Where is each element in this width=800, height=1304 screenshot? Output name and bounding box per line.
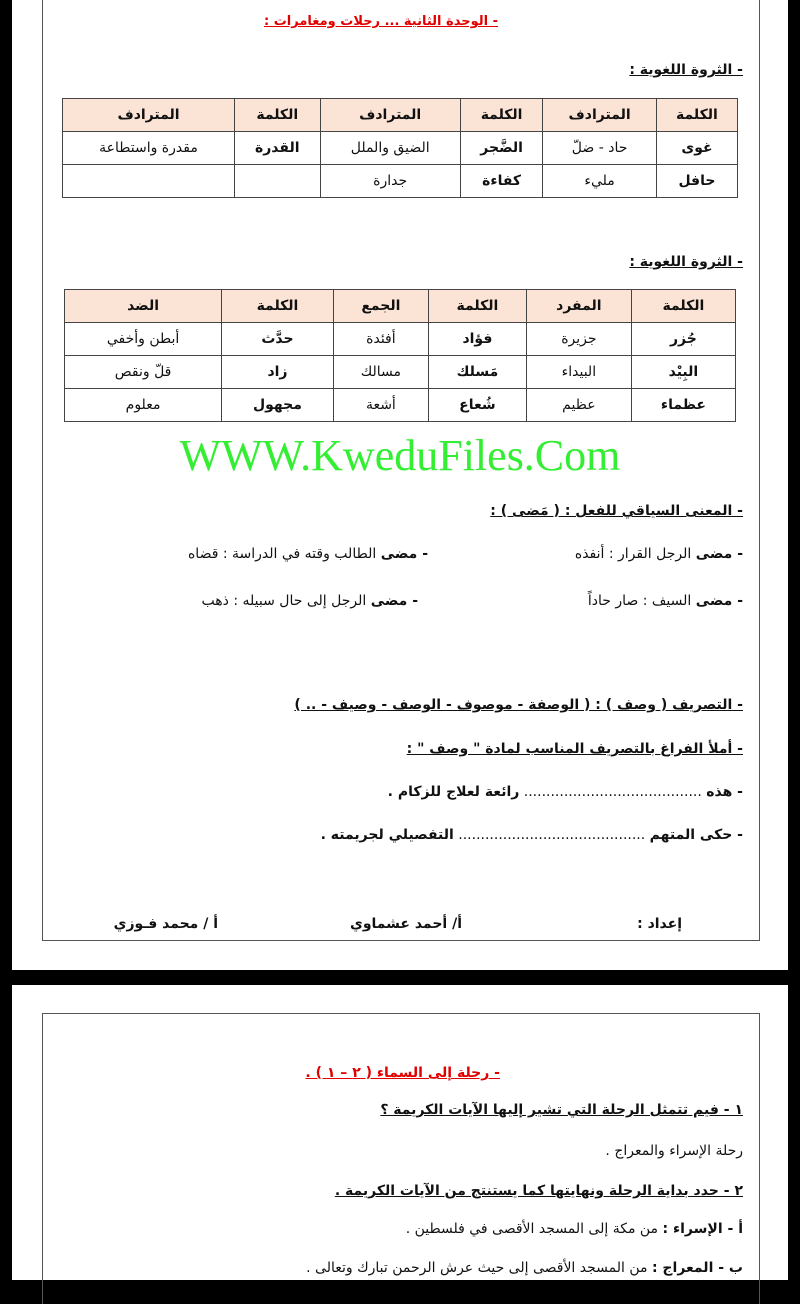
meaning-cell: جدارة [320,165,460,198]
word-cell: جُزر [631,323,735,356]
word-cell: كفاءة [460,165,542,198]
worksheet-page-1 [12,0,788,970]
prepared-by-label: إعداد : [637,916,682,932]
table-header-cell: المترادف [543,99,657,132]
table-header-cell: الكلمة [222,290,334,323]
table-header-cell: المترادف [63,99,235,132]
meaning-cell: قلّ ونقص [65,356,222,389]
meaning-cell [63,165,235,198]
fill-question-1: - هذه ........................................ رائعة لعلاج للزكام . [387,784,743,800]
table-header-cell: الضد [65,290,222,323]
word-cell: الضَّجر [460,132,542,165]
word-cell: مَسلك [428,356,526,389]
section-title-vocabulary-2: - الثروة اللغوية : [629,254,743,270]
author-2: أ / محمد فـوزي [113,916,218,932]
watermark: WWW.KweduFiles.Com [179,431,621,480]
meaning-cell: أشعة [333,389,428,422]
context-item-1: - مضى الرجل القرار : أنفذه [574,546,743,562]
table-row [63,165,738,198]
question-1: ١ - فيم تتمثل الرحلة التي تشير إليها الآيات الكريمة ؟ [380,1102,743,1118]
author-1: أ/ أحمد عشماوي [349,916,462,932]
morphology-title: - التصريف ( وصف ) : ( الوصفة - موصوف - الوصف - وصيف - .. ) [294,697,743,713]
unit-header: - الوحدة الثانية ... رحلات ومغامرات : [264,14,498,29]
worksheet-page-2 [12,985,788,1280]
context-meaning-title: - المعنى السياقي للفعل : ( مَضى ) : [490,503,743,519]
context-item-2: - مضى الطالب وقته في الدراسة : قضاه [187,546,428,562]
table-header-cell: المفرد [526,290,631,323]
table-header-cell: الجمع [333,290,428,323]
word-cell: زاد [222,356,334,389]
lesson-title: - رحلة إلى السماء ( ٢ – ١ ) . [305,1065,500,1081]
word-cell: مجهول [222,389,334,422]
plural-antonym-table [64,289,736,422]
meaning-cell: مقدرة واستطاعة [63,132,235,165]
meaning-cell: أفئدة [333,323,428,356]
fill-question-2: - حكى المتهم .......................................... التفصيلي لجريمته . [320,827,743,843]
table-row [65,356,736,389]
word-cell: حدَّث [222,323,334,356]
word-cell: شُعاع [428,389,526,422]
section-title-vocabulary: - الثروة اللغوية : [629,62,743,78]
word-cell: عظماء [631,389,735,422]
question-2: ٢ - حدد بداية الرحلة ونهايتها كما يستنتج من الآيات الكريمة . [334,1183,743,1199]
meaning-cell: عظيم [526,389,631,422]
context-item-3: - مضى السيف : صار حاداً [587,593,743,609]
meaning-cell: معلوم [65,389,222,422]
meaning-cell: الضيق والملل [320,132,460,165]
context-item-4: - مضى الرجل إلى حال سبيله : ذهب [201,593,418,609]
meaning-cell: حاد - ضلّ [543,132,657,165]
word-cell: القدرة [235,132,321,165]
answer-2b: ب - المعراج : من المسجد الأقصى إلى حيث عرش الرحمن تبارك وتعالى . [306,1260,743,1276]
table-row [63,132,738,165]
word-cell [235,165,321,198]
table-header-cell: الكلمة [460,99,542,132]
table-header-cell: الكلمة [428,290,526,323]
answer-1: رحلة الإسراء والمعراج . [605,1143,743,1159]
word-cell: البِيْد [631,356,735,389]
table-row [65,323,736,356]
answer-2a: أ - الإسراء : من مكة إلى المسجد الأقصى في فلسطين . [405,1221,743,1237]
word-cell: فؤاد [428,323,526,356]
meaning-cell: جزيرة [526,323,631,356]
meaning-cell: البيداء [526,356,631,389]
meaning-cell: مسالك [333,356,428,389]
table-header-cell: الكلمة [656,99,737,132]
word-cell: غوى [656,132,737,165]
blank-2[interactable]: .......................................... [458,827,646,843]
table-row [65,389,736,422]
table-header-cell: المترادف [320,99,460,132]
meaning-cell: مليء [543,165,657,198]
table-header-cell: الكلمة [631,290,735,323]
blank-1[interactable]: ........................................ [523,784,702,800]
table-header-cell: الكلمة [235,99,321,132]
meaning-cell: أبطن وأخفي [65,323,222,356]
synonyms-table [62,98,738,198]
fill-blank-instruction: - أملأ الفراغ بالتصريف المناسب لمادة " وصف " : [406,741,743,757]
word-cell: حافل [656,165,737,198]
